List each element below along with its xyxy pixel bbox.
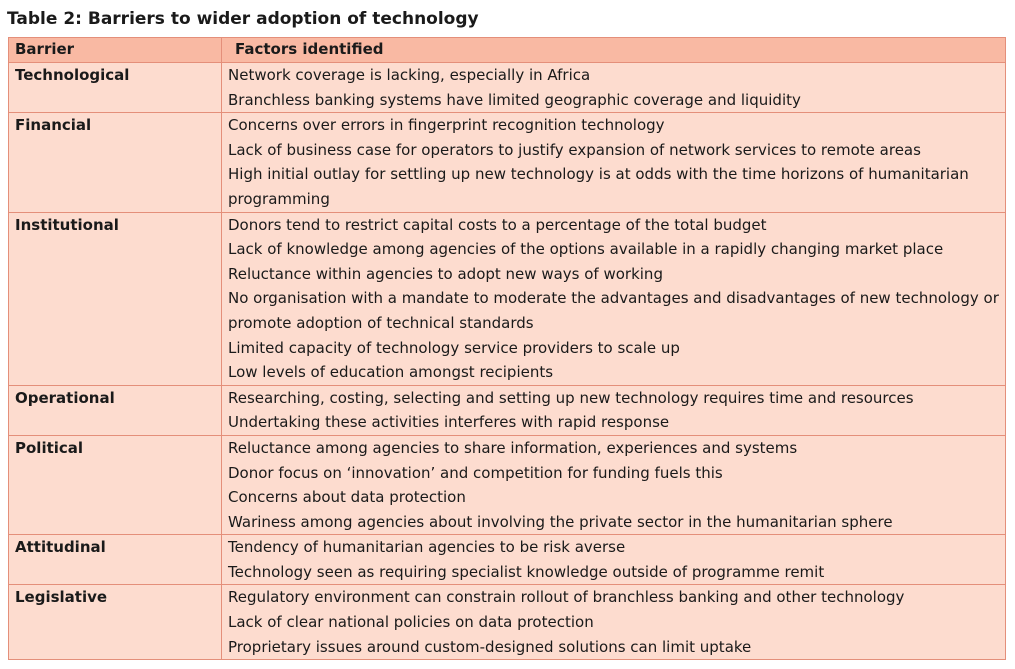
factor-item: Reluctance within agencies to adopt new ways of working [228, 264, 663, 283]
table-body [9, 63, 1006, 660]
table-row [9, 113, 1006, 212]
factor-item: Lack of business case for operators to justify expansion of network services to remote areas [228, 140, 921, 159]
factor-list [228, 585, 999, 659]
header-row [9, 38, 1006, 63]
factor-list [228, 386, 999, 435]
barriers-table [8, 37, 1006, 660]
factor-item: Proprietary issues around custom-designed solutions can limit uptake [228, 637, 752, 656]
factor-item: Lack of knowledge among agencies of the options available in a rapidly changing market place [228, 240, 944, 259]
factor-item: Reluctance among agencies to share information, experiences and systems [228, 438, 798, 457]
barrier-name-cell: Institutional [9, 212, 222, 385]
factor-item: Researching, costing, selecting and setting up new technology requires time and resources [228, 388, 914, 407]
factor-item: High initial outlay for settling up new technology is at odds with the time horizons of humanitarian programming [228, 165, 969, 208]
factor-item: Limited capacity of technology service providers to scale up [228, 338, 680, 357]
barrier-name-cell: Operational [9, 385, 222, 435]
factor-list [228, 436, 999, 534]
factors-cell [222, 585, 1006, 660]
table-row [9, 535, 1006, 585]
table-row [9, 212, 1006, 385]
table-row [9, 585, 1006, 660]
factor-item: No organisation with a mandate to moderate the advantages and disadvantages of new technology or promote adoption of technical standards [228, 289, 999, 332]
factors-cell [222, 535, 1006, 585]
factor-item: Branchless banking systems have limited geographic coverage and liquidity [228, 90, 801, 109]
factor-item: Lack of clear national policies on data protection [228, 613, 594, 632]
factors-cell [222, 435, 1006, 534]
column-header-barrier: Barrier [9, 38, 222, 63]
factor-item: Wariness among agencies about involving the private sector in the humanitarian sphere [228, 512, 893, 531]
factor-item: Donors tend to restrict capital costs to a percentage of the total budget [228, 215, 767, 234]
factor-item: Donor focus on ‘innovation’ and competition for funding fuels this [228, 463, 723, 482]
table-header [9, 38, 1006, 63]
factor-item: Concerns about data protection [228, 488, 466, 507]
factors-cell [222, 385, 1006, 435]
factor-list [228, 535, 999, 584]
column-header-factors: Factors identified [222, 38, 1006, 63]
table-row [9, 435, 1006, 534]
barrier-name-cell: Political [9, 435, 222, 534]
factor-list [228, 213, 999, 385]
table-title: Table 2: Barriers to wider adoption of technology [7, 9, 479, 29]
factors-cell [222, 212, 1006, 385]
factor-list [228, 113, 999, 211]
factor-list [228, 63, 999, 112]
barrier-name-cell: Technological [9, 63, 222, 113]
factor-item: Network coverage is lacking, especially in Africa [228, 66, 591, 84]
barrier-name-cell: Financial [9, 113, 222, 212]
factors-cell [222, 113, 1006, 212]
table-row [9, 63, 1006, 113]
barrier-name-cell: Legislative [9, 585, 222, 660]
factor-item: Tendency of humanitarian agencies to be risk averse [228, 538, 626, 557]
factor-item: Low levels of education amongst recipients [228, 363, 554, 382]
factors-cell [222, 63, 1006, 113]
factor-item: Undertaking these activities interferes with rapid response [228, 413, 670, 432]
factor-item: Regulatory environment can constrain rollout of branchless banking and other technology [228, 588, 905, 607]
table-row [9, 385, 1006, 435]
barrier-name-cell: Attitudinal [9, 535, 222, 585]
factor-item: Concerns over errors in fingerprint recognition technology [228, 116, 665, 135]
factor-item: Technology seen as requiring specialist knowledge outside of programme remit [228, 562, 825, 581]
